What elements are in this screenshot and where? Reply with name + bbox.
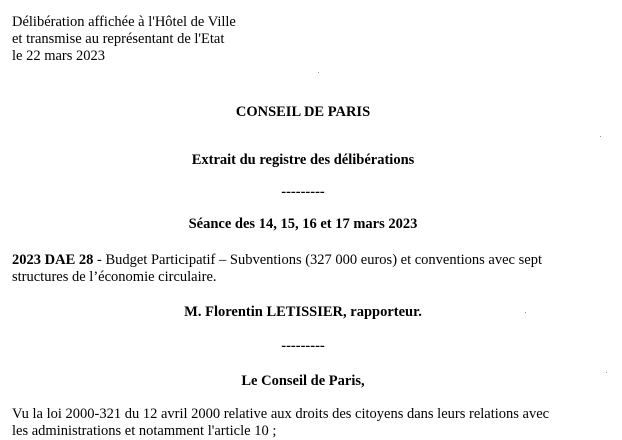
- deliberation-title-line-2: structures de l’économie circulaire.: [12, 269, 217, 285]
- session-dates: Séance des 14, 15, 16 et 17 mars 2023: [188, 216, 418, 232]
- scan-speck: [318, 72, 319, 73]
- scan-speck: [606, 372, 607, 373]
- body-line-2: les administrations et notamment l'article 10 ;: [12, 423, 277, 439]
- council-title: CONSEIL DE PARIS: [235, 104, 371, 120]
- separator-1: ---------: [281, 184, 325, 200]
- deliberation-title: [12, 252, 604, 286]
- body-paragraph: [12, 406, 604, 440]
- body-line-1: Vu la loi 2000-321 du 12 avril 2000 relative aux droits des citoyens dans leurs relations avec: [12, 406, 550, 422]
- council-heading: Le Conseil de Paris,: [241, 373, 365, 389]
- posting-notice: [12, 14, 332, 65]
- deliberation-title-line-1: [12, 252, 604, 269]
- deliberation-code: 2023 DAE 28: [12, 252, 94, 268]
- separator-2: ---------: [281, 338, 325, 354]
- deliberation-subject: - Budget Participatif – Subventions (327 000 euros) et conventions avec sept: [93, 252, 542, 268]
- posting-notice-line-3: le 22 mars 2023: [12, 48, 106, 64]
- scan-speck: [525, 312, 526, 313]
- extract-title: Extrait du registre des délibérations: [191, 152, 415, 168]
- posting-notice-line-1: Délibération affichée à l'Hôtel de Ville: [12, 14, 236, 30]
- posting-notice-line-2: et transmise au représentant de l'Etat: [12, 31, 225, 47]
- scan-speck: [600, 136, 601, 137]
- rapporteur: M. Florentin LETISSIER, rapporteur.: [184, 304, 422, 320]
